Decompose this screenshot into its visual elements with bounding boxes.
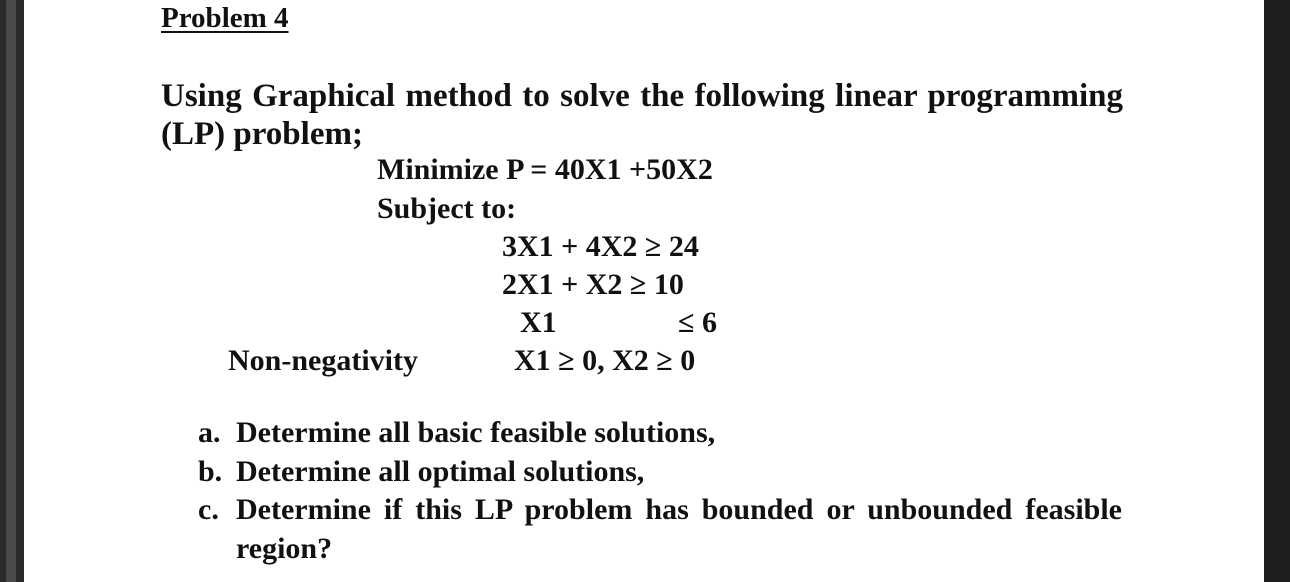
- subject-to-label: Subject to:: [377, 192, 517, 225]
- nonnegativity-constraint: X1 ≥ 0, X2 ≥ 0: [514, 344, 696, 377]
- question-c: [198, 491, 1122, 568]
- question-marker: a.: [198, 416, 221, 449]
- question-a: [198, 414, 1122, 453]
- question-marker: c.: [198, 493, 219, 526]
- problem-heading: Problem 4: [161, 2, 289, 34]
- nonnegativity-label: Non-negativity: [228, 344, 418, 377]
- left-frame-edge: [0, 0, 24, 582]
- question-text: Determine all basic feasible solutions,: [236, 416, 716, 449]
- question-marker: b.: [198, 454, 223, 488]
- question-text: Determine all optimal solutions,: [236, 454, 645, 488]
- left-frame-stripe: [6, 0, 16, 582]
- constraint-3-lhs: X1: [520, 306, 557, 339]
- problem-content: [24, 0, 1264, 582]
- problem-intro: Using Graphical method to solve the following linear programming (LP) problem;: [161, 78, 1123, 152]
- constraint-3-rhs: ≤ 6: [678, 306, 717, 339]
- question-list: [198, 414, 1122, 568]
- question-b: [198, 453, 1122, 492]
- question-text: Determine if this LP problem has bounded or unbounded feasible region?: [236, 493, 1122, 565]
- document-page: [24, 0, 1264, 582]
- objective-function: Minimize P = 40X1 +50X2: [377, 153, 713, 186]
- right-frame-edge: [1264, 0, 1290, 582]
- constraint-1: 3X1 + 4X2 ≥ 24: [502, 230, 699, 263]
- constraint-2: 2X1 + X2 ≥ 10: [502, 268, 684, 301]
